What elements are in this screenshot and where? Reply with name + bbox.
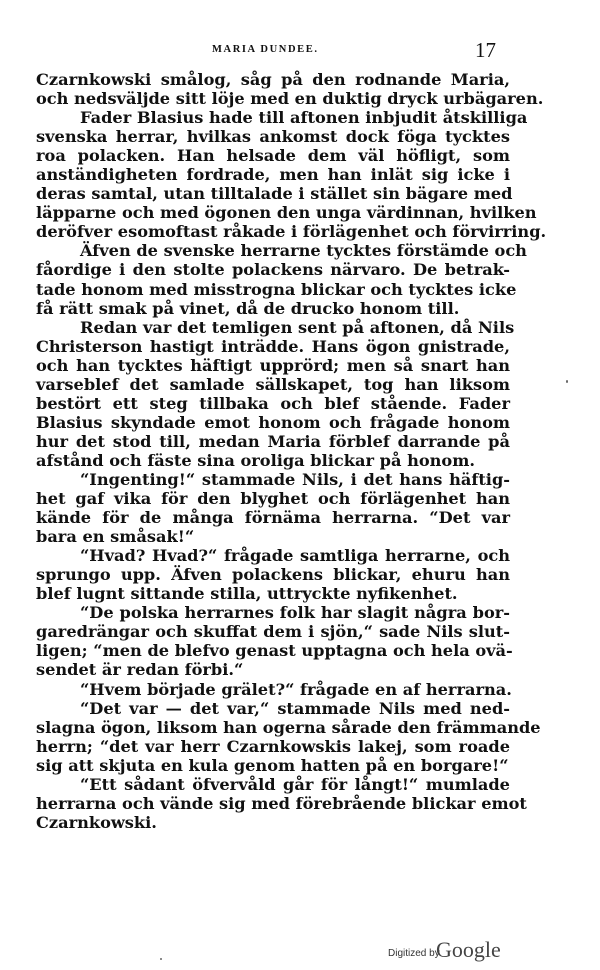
paragraph [36, 546, 510, 603]
text-line: Czarnkowski smålog, såg på den rodnande Maria, [36, 70, 510, 89]
text-line: Fader Blasius hade till aftonen inbjudit åtskilliga [80, 108, 528, 128]
text-line: Czarnkowski. [36, 812, 157, 832]
text-line: svenska herrar, hvilkas ankomst dock föga tycktes [36, 127, 510, 147]
text-line: kände för de många förnäma herrarna. “Det var [36, 508, 510, 528]
text-line: herrarna och vände sig med förebrående blickar emot [36, 793, 527, 813]
text-line: och han tycktes häftigt upprörd; men så snart han [36, 355, 510, 375]
scan-speck [566, 380, 568, 383]
text-line: slagna ögon, liksom han ogerna sårade den främmande [36, 717, 541, 737]
text-line: bara en småsak!“ [36, 527, 195, 547]
text-line: Redan var det temligen sent på aftonen, då Nils [80, 317, 515, 337]
text-line: tade honom med misstrogna blickar och tycktes icke [36, 279, 517, 299]
paragraph [36, 70, 544, 109]
text-line: “Ett sådant öfvervåld går för långt!“ mumlade [80, 774, 510, 794]
paragraph [36, 108, 547, 242]
text-line: varseblef det samlade sällskapet, tog han liksom [36, 374, 510, 394]
text-line: “Hvad? Hvad?“ frågade samtliga herrarne, och [80, 546, 510, 566]
text-line: läpparne och med ögonen den unga värdinnan, hvilken [36, 203, 537, 223]
text-line: herrn; “det var herr Czarnkowskis lakej, som roade [36, 736, 510, 756]
text-line: få rätt smak på vinet, då de drucko honom till. [36, 298, 460, 318]
digitized-by-label: Digitized by [388, 948, 440, 959]
text-line: Christerson hastigt inträdde. Hans ögon gnistrade, [36, 336, 510, 356]
paragraph [36, 317, 515, 470]
text-line: “Ingenting!“ stammade Nils, i det hans häftig- [80, 469, 510, 489]
paragraph [36, 470, 510, 546]
paragraph [36, 241, 527, 318]
text-line: roa polacken. Han helsade dem väl höfligt, som [36, 146, 510, 166]
text-line: Blasius skyndade emot honom och frågade honom [36, 412, 510, 432]
google-watermark: Google [436, 937, 501, 962]
paragraph [36, 774, 527, 832]
text-line: ligen; “men de blefvo genast upptagna och hela ovä- [36, 641, 513, 661]
text-line: deras samtal, utan tilltalade i stället sin bägare med [36, 184, 513, 204]
digitization-footer [388, 933, 558, 963]
running-head: MARIA DUNDEE. [212, 44, 319, 55]
text-line: sig att skjuta en kula genom hatten på en borgare!“ [36, 755, 509, 775]
text-line: “De polska herrarnes folk har slagit några bor- [80, 603, 510, 623]
text-line: sprungo upp. Äfven polackens blickar, ehuru han [36, 565, 510, 585]
text-line: “Det var — det var,“ stammade Nils med ned- [80, 698, 510, 718]
text-line: anständigheten fordrade, men han inlät sig icke i [36, 165, 510, 185]
text-line: blef lugnt sittande stilla, uttryckte nyfikenhet. [36, 584, 458, 604]
text-line: afstånd och fäste sina oroliga blickar på honom. [36, 450, 475, 470]
page-header [32, 38, 496, 66]
text-line: bestört ett steg tillbaka och blef stående. Fader [36, 393, 510, 413]
text-line: hur det stod till, medan Maria förblef darrande på [36, 431, 510, 451]
text-line: garedrängar och skuffat dem i sjön,“ sade Nils slut- [36, 622, 510, 642]
text-line: deröfver esomoftast råkade i förlägenhet och förvirring. [36, 222, 547, 242]
text-line: “Hvem började grälet?“ frågade en af herrarna. [80, 679, 512, 699]
body-text [36, 70, 547, 832]
scan-speck [160, 958, 162, 960]
text-line: sendet är redan förbi.“ [36, 660, 244, 680]
page-number: 17 [475, 38, 496, 62]
text-line: Äfven de svenske herrarne tycktes förstämde och [80, 241, 527, 261]
text-line: het gaf vika för den blyghet och förlägenhet han [36, 489, 510, 509]
paragraph [36, 698, 541, 775]
paragraph [36, 680, 510, 699]
text-line: och nedsväljde sitt löje med en duktig dryck urbägaren. [36, 89, 544, 109]
text-line: fåordige i den stolte polackens närvaro. De betrak- [36, 260, 510, 280]
paragraph [36, 603, 513, 680]
